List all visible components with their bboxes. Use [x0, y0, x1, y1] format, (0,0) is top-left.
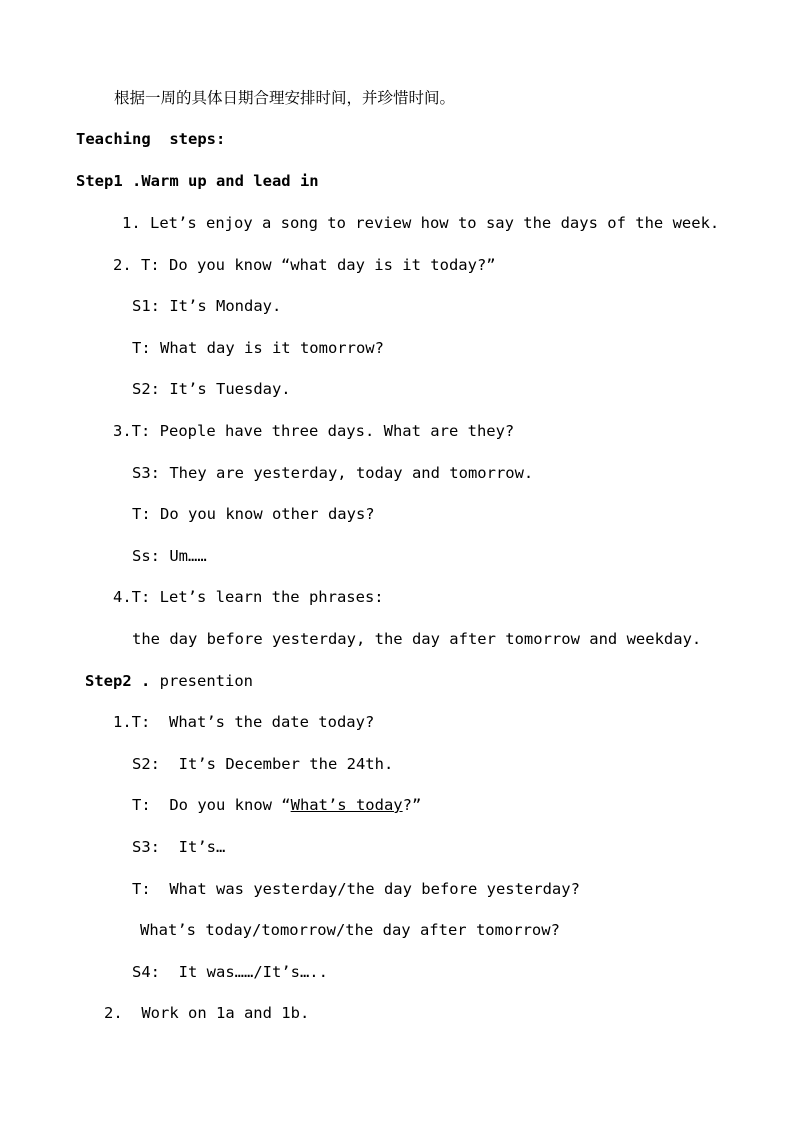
- step1-line: T: Do you know other days?: [132, 505, 375, 523]
- step2-line: 2. Work on 1a and 1b.: [104, 1004, 310, 1022]
- teaching-steps-heading: Teaching steps:: [76, 130, 226, 148]
- step2-line: 1.T: What’s the date today?: [113, 713, 375, 731]
- know-suffix: ?”: [402, 796, 422, 814]
- step1-line: T: What day is it tomorrow?: [132, 339, 384, 357]
- step1-line: 4.T: Let’s learn the phrases:: [113, 588, 384, 606]
- step2-line: S3: It’s…: [132, 838, 226, 856]
- step1-line: 2. T: Do you know “what day is it today?”: [113, 256, 496, 274]
- intro-line: 根据一周的具体日期合理安排时间，并珍惜时间。: [114, 89, 456, 107]
- step1-line: S1: It’s Monday.: [132, 297, 282, 315]
- step2-line: S4: It was……/It’s…..: [132, 963, 328, 981]
- step2-heading-label: Step2 .: [85, 672, 151, 690]
- step1-line: the day before yesterday, the day after tomorrow and weekday.: [132, 630, 702, 648]
- step2-line: What’s today/tomorrow/the day after tomorrow?: [140, 921, 560, 939]
- step1-line: 3.T: People have three days. What are they?: [113, 422, 515, 440]
- step1-line: Ss: Um……: [132, 547, 207, 565]
- step2-heading-title: presention: [150, 672, 253, 690]
- step2-line: S2: It’s December the 24th.: [132, 755, 394, 773]
- step2-heading: [85, 671, 253, 691]
- step1-heading: Step1 .Warm up and lead in: [76, 172, 319, 190]
- step1-line: 1. Let’s enjoy a song to review how to say the days of the week.: [122, 214, 720, 232]
- step1-line: S3: They are yesterday, today and tomorrow.: [132, 464, 534, 482]
- know-underlined: What’s today: [290, 796, 403, 814]
- step2-know-line: [132, 795, 421, 815]
- step1-line: S2: It’s Tuesday.: [132, 380, 291, 398]
- know-prefix: T: Do you know “: [132, 796, 291, 814]
- step2-line: T: What was yesterday/the day before yesterday?: [132, 880, 580, 898]
